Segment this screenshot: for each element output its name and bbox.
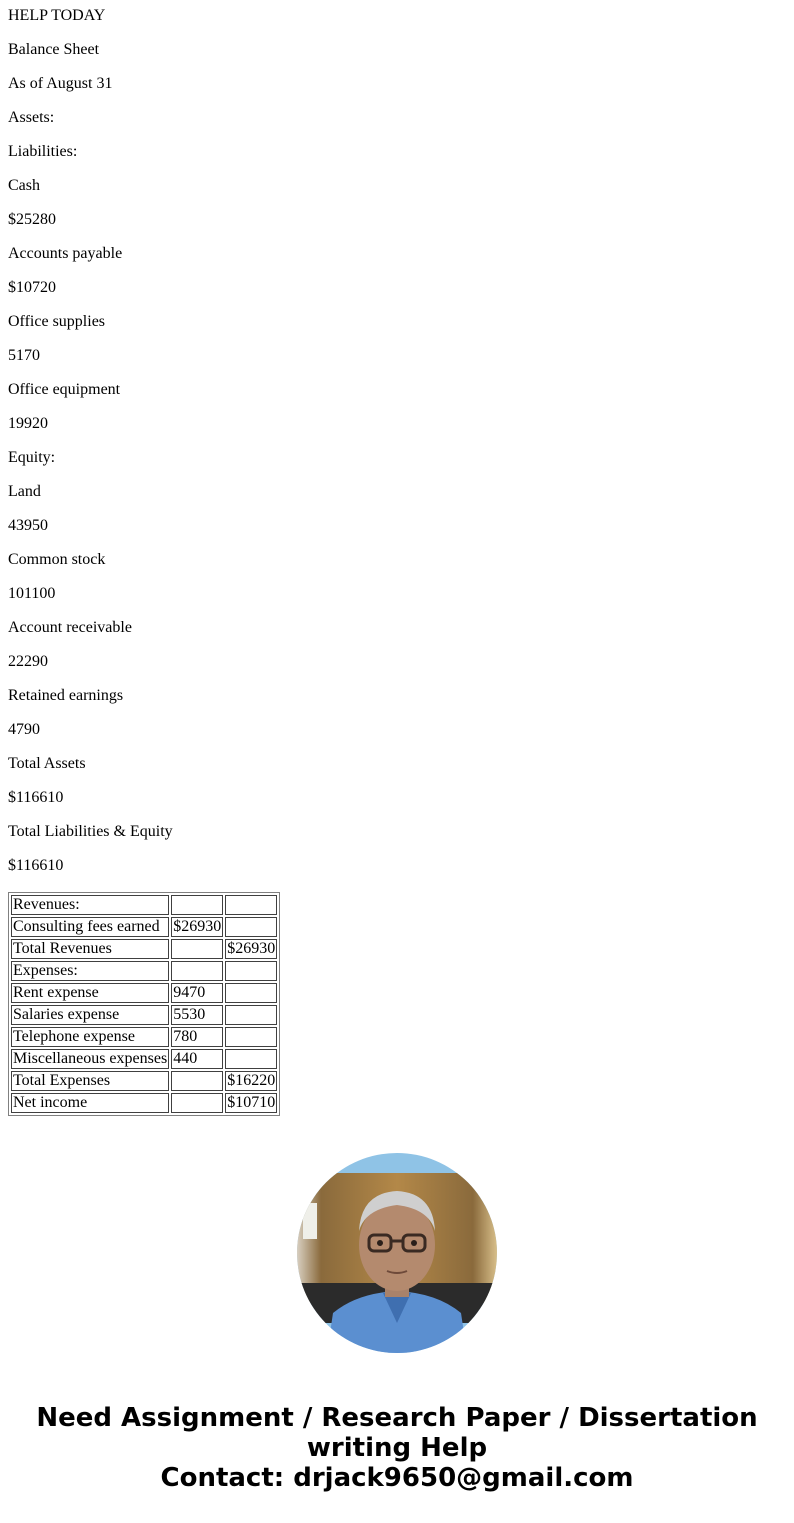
table-row bbox=[11, 1005, 277, 1025]
income-statement-table bbox=[8, 892, 280, 1116]
table-cell-label: Rent expense bbox=[11, 983, 169, 1003]
line-value: 101100 bbox=[8, 585, 56, 602]
table-cell-label: Revenues: bbox=[11, 895, 169, 915]
line-label: Account receivable bbox=[8, 619, 132, 636]
total-label: Total Liabilities & Equity bbox=[8, 823, 173, 840]
table-row bbox=[11, 1027, 277, 1047]
table-row bbox=[11, 961, 277, 981]
table-cell-amount bbox=[171, 895, 223, 915]
table-cell-label: Expenses: bbox=[11, 961, 169, 981]
table-cell-total: $26930 bbox=[227, 940, 276, 957]
section-heading-liabilities: Liabilities: bbox=[8, 143, 78, 160]
table-cell-amount: 780 bbox=[171, 1027, 223, 1047]
line-value: 19920 bbox=[8, 415, 48, 432]
author-avatar bbox=[297, 1153, 497, 1353]
line-label: Accounts payable bbox=[8, 245, 123, 262]
total-label: Total Assets bbox=[8, 755, 86, 772]
table-row bbox=[11, 939, 277, 959]
table-cell-total bbox=[225, 1049, 277, 1069]
line-value: $10720 bbox=[8, 279, 56, 296]
contact-banner bbox=[0, 1403, 794, 1493]
table-row bbox=[11, 983, 277, 1003]
table-row bbox=[11, 1049, 277, 1069]
table-row bbox=[11, 895, 277, 915]
banner-line: writing Help bbox=[306, 1433, 488, 1463]
section-heading-assets: Assets: bbox=[8, 109, 55, 126]
table-cell-amount: 5530 bbox=[171, 1005, 223, 1025]
line-label: Common stock bbox=[8, 551, 106, 568]
line-label: Retained earnings bbox=[8, 687, 124, 704]
table-cell-total bbox=[225, 1005, 277, 1025]
table-cell-amount bbox=[171, 1071, 223, 1091]
banner-line: Need Assignment / Research Paper / Dissertation bbox=[36, 1403, 758, 1433]
table-cell-amount: 9470 bbox=[171, 983, 223, 1003]
table-cell-amount: 440 bbox=[171, 1049, 223, 1069]
table-cell-total bbox=[225, 961, 277, 981]
line-value: 43950 bbox=[8, 517, 48, 534]
table-cell-label: Telephone expense bbox=[11, 1027, 169, 1047]
line-label: Office supplies bbox=[8, 313, 106, 330]
table-row bbox=[11, 917, 277, 937]
table-cell-amount bbox=[171, 961, 223, 981]
table-cell-label: Net income bbox=[11, 1093, 169, 1113]
line-value: $25280 bbox=[8, 211, 56, 228]
table-cell-total bbox=[225, 983, 277, 1003]
table-cell-amount bbox=[171, 939, 223, 959]
statement-date: As of August 31 bbox=[8, 75, 113, 92]
contact-line: Contact: drjack9650@gmail.com bbox=[160, 1463, 634, 1493]
line-label: Office equipment bbox=[8, 381, 121, 398]
table-cell-label: Total Revenues bbox=[11, 939, 169, 959]
table-cell-total bbox=[225, 895, 277, 915]
table-cell-amount: $26930 bbox=[173, 918, 222, 935]
total-value: $116610 bbox=[8, 857, 64, 874]
line-value: 22290 bbox=[8, 653, 48, 670]
table-row bbox=[11, 1093, 277, 1113]
table-cell-label: Consulting fees earned bbox=[11, 917, 169, 937]
total-value: $116610 bbox=[8, 789, 64, 806]
line-label: Cash bbox=[8, 177, 40, 194]
balance-sheet bbox=[8, 0, 786, 884]
company-name: HELP TODAY bbox=[8, 7, 106, 24]
line-value: 4790 bbox=[8, 721, 40, 738]
line-label: Land bbox=[8, 483, 41, 500]
table-cell-total bbox=[225, 917, 277, 937]
line-value: 5170 bbox=[8, 347, 40, 364]
person-photo-icon bbox=[297, 1153, 497, 1353]
section-heading-equity: Equity: bbox=[8, 449, 56, 466]
table-cell-label: Salaries expense bbox=[11, 1005, 169, 1025]
table-cell-label: Total Expenses bbox=[11, 1071, 169, 1091]
table-row bbox=[11, 1071, 277, 1091]
table-cell-amount bbox=[171, 1093, 223, 1113]
table-cell-total: $16220 bbox=[227, 1072, 276, 1089]
table-cell-label: Miscellaneous expenses bbox=[13, 1050, 168, 1067]
statement-title: Balance Sheet bbox=[8, 41, 100, 58]
table-cell-total: $10710 bbox=[227, 1094, 276, 1111]
table-cell-total bbox=[225, 1027, 277, 1047]
